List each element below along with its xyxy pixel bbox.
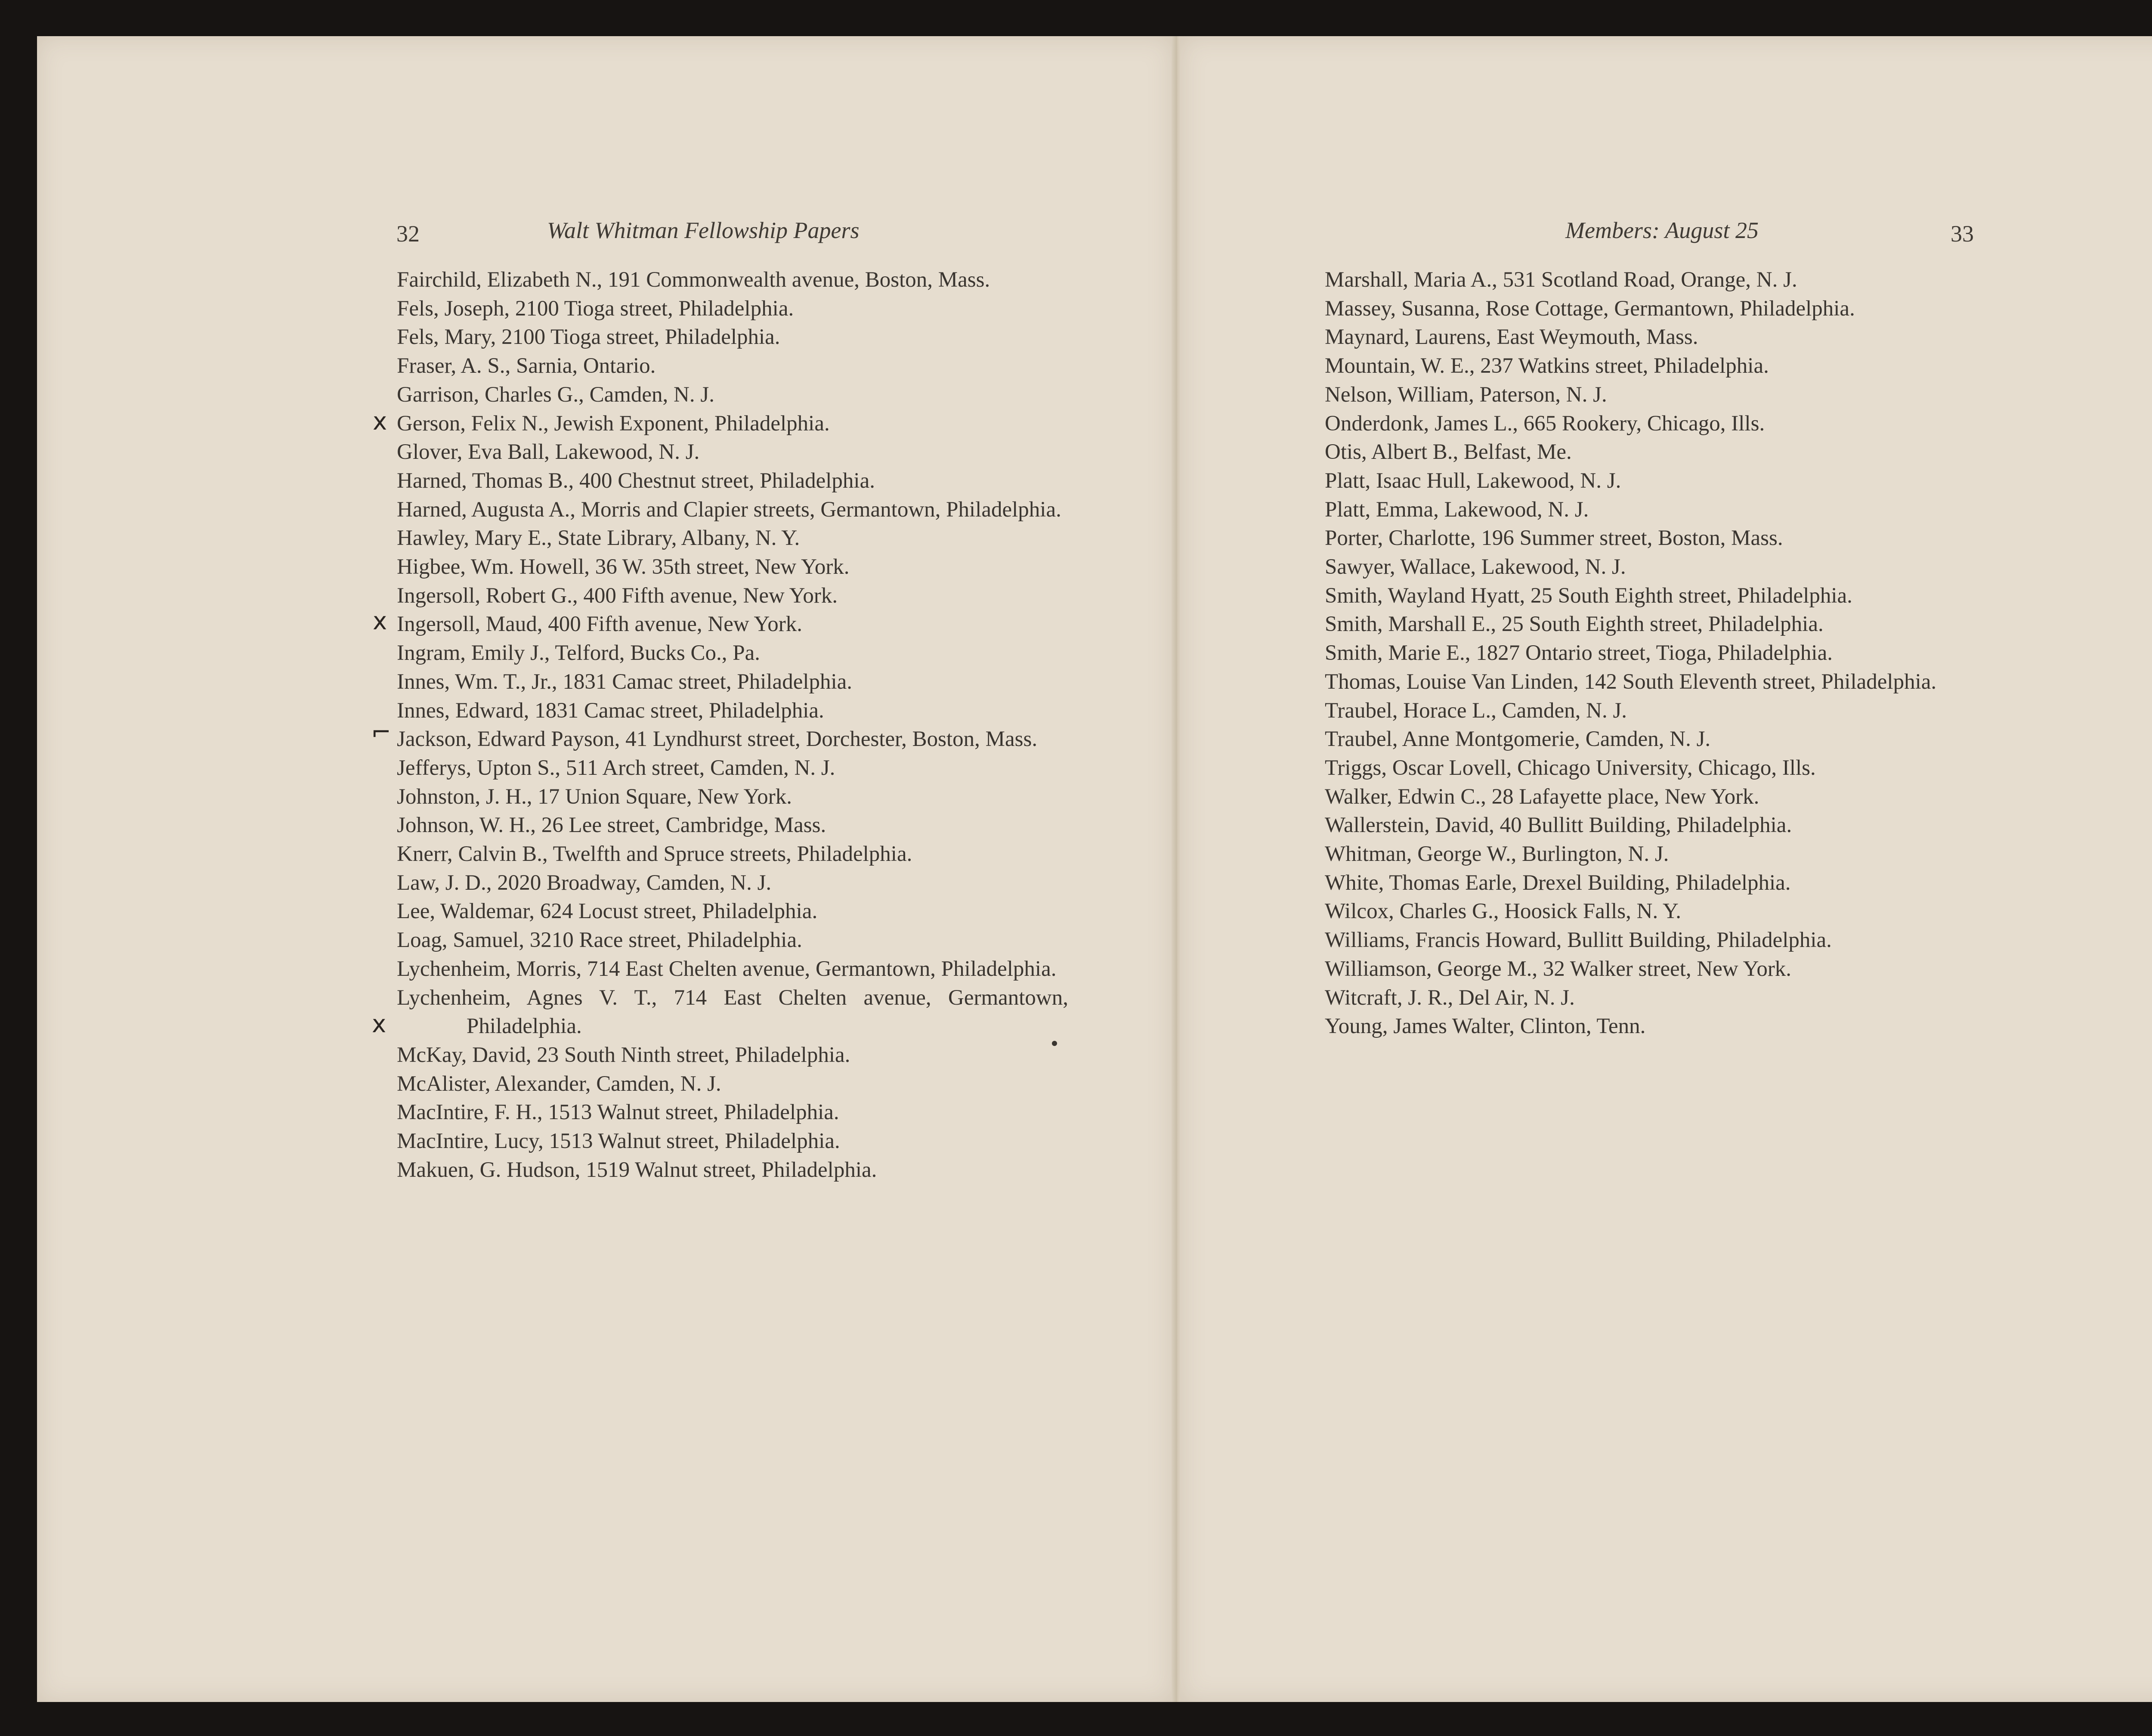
member-entry: Jackson, Edward Payson, 41 Lyndhurst street, Dorchester, Boston, Mass. xyxy=(397,727,1038,752)
member-entry: Thomas, Louise Van Linden, 142 South Eleventh street, Philadelphia. xyxy=(1325,669,1937,694)
member-entry: Whitman, George W., Burlington, N. J. xyxy=(1325,842,1669,866)
member-entry: Wallerstein, David, 40 Bullitt Building, Philadelphia. xyxy=(1325,813,1792,838)
member-entry: Smith, Wayland Hyatt, 25 South Eighth street, Philadelphia. xyxy=(1325,583,1852,608)
member-entry: Triggs, Oscar Lovell, Chicago University, Chicago, Ills. xyxy=(1325,755,1816,780)
member-entry: Makuen, G. Hudson, 1519 Walnut street, Philadelphia. xyxy=(397,1157,877,1182)
left-member-list xyxy=(397,266,1068,1185)
member-entry: Nelson, William, Paterson, N. J. xyxy=(1325,382,1607,407)
member-entry: White, Thomas Earle, Drexel Building, Philadelphia. xyxy=(1325,870,1791,895)
member-entry: Smith, Marie E., 1827 Ontario street, Tioga, Philadelphia. xyxy=(1325,641,1833,665)
member-entry: Glover, Eva Ball, Lakewood, N. J. xyxy=(397,440,700,464)
member-entry: Innes, Wm. T., Jr., 1831 Camac street, Philadelphia. xyxy=(397,669,853,694)
right-member-list xyxy=(1325,266,1996,1041)
pencil-check-mark: x xyxy=(373,607,387,635)
member-entry: Harned, Augusta A., Morris and Clapier streets, Germantown, Philadelphia. xyxy=(397,497,1061,522)
member-entry: Ingram, Emily J., Telford, Bucks Co., Pa. xyxy=(397,641,760,665)
member-entry: Otis, Albert B., Belfast, Me. xyxy=(1325,440,1572,464)
member-entry: Witcraft, J. R., Del Air, N. J. xyxy=(1325,985,1575,1010)
member-entry: Fels, Mary, 2100 Tioga street, Philadelphia. xyxy=(397,325,780,350)
member-entry: Innes, Edward, 1831 Camac street, Philadelphia. xyxy=(397,698,824,723)
left-page xyxy=(37,36,1173,1702)
member-entry: Walker, Edwin C., 28 Lafayette place, New York. xyxy=(1325,784,1759,809)
member-entry: Williams, Francis Howard, Bullitt Building, Philadelphia. xyxy=(1325,928,1832,953)
member-entry: Lee, Waldemar, 624 Locust street, Philadelphia. xyxy=(397,899,818,924)
member-entry: Law, J. D., 2020 Broadway, Camden, N. J. xyxy=(397,870,772,895)
member-entry: Lychenheim, Morris, 714 East Chelten avenue, Germantown, Philadelphia. xyxy=(397,956,1057,981)
member-entry: Traubel, Horace L., Camden, N. J. xyxy=(1325,698,1627,723)
member-entry: Johnson, W. H., 26 Lee street, Cambridge, Mass. xyxy=(397,813,826,838)
member-entry: Ingersoll, Robert G., 400 Fifth avenue, New York. xyxy=(397,583,838,608)
member-entry: Platt, Isaac Hull, Lakewood, N. J. xyxy=(1325,468,1621,493)
member-entry: MacIntire, Lucy, 1513 Walnut street, Philadelphia. xyxy=(397,1129,840,1154)
member-entry: Ingersoll, Maud, 400 Fifth avenue, New York. xyxy=(397,612,802,637)
member-entry: MacIntire, F. H., 1513 Walnut street, Philadelphia. xyxy=(397,1100,839,1125)
member-entry: Porter, Charlotte, 196 Summer street, Boston, Mass. xyxy=(1325,526,1783,551)
ink-dot xyxy=(1052,1041,1057,1046)
member-entry: Young, James Walter, Clinton, Tenn. xyxy=(1325,1014,1646,1039)
member-entry: Traubel, Anne Montgomerie, Camden, N. J. xyxy=(1325,727,1711,752)
member-entry: Fraser, A. S., Sarnia, Ontario. xyxy=(397,354,656,378)
member-entry: Hawley, Mary E., State Library, Albany, N. Y. xyxy=(397,526,800,551)
member-entry: Platt, Emma, Lakewood, N. J. xyxy=(1325,497,1589,522)
pencil-check-mark: ⌐ xyxy=(371,718,391,746)
member-entry: Massey, Susanna, Rose Cottage, Germantown, Philadelphia. xyxy=(1325,296,1855,321)
pencil-check-mark: x xyxy=(373,408,387,436)
left-page-number: 32 xyxy=(396,221,420,247)
member-entry: Onderdonk, James L., 665 Rookery, Chicago, Ills. xyxy=(1325,411,1765,436)
member-entry: Fairchild, Elizabeth N., 191 Commonwealth avenue, Boston, Mass. xyxy=(397,268,990,292)
member-entry: Jefferys, Upton S., 511 Arch street, Camden, N. J. xyxy=(397,755,835,780)
member-entry: Smith, Marshall E., 25 South Eighth street, Philadelphia. xyxy=(1325,612,1824,637)
member-entry: Gerson, Felix N., Jewish Exponent, Philadelphia. xyxy=(397,411,830,436)
member-entry: Williamson, George M., 32 Walker street, New York. xyxy=(1325,956,1792,981)
member-entry: Wilcox, Charles G., Hoosick Falls, N. Y. xyxy=(1325,899,1682,924)
member-entry: Sawyer, Wallace, Lakewood, N. J. xyxy=(1325,555,1626,579)
member-entry: Mountain, W. E., 237 Watkins street, Philadelphia. xyxy=(1325,354,1769,378)
member-entry: Fels, Joseph, 2100 Tioga street, Philadelphia. xyxy=(397,296,794,321)
right-page xyxy=(1180,36,2152,1702)
member-entry: Johnston, J. H., 17 Union Square, New York. xyxy=(397,784,792,809)
member-entry: Higbee, Wm. Howell, 36 W. 35th street, New York. xyxy=(397,555,850,579)
member-entry: Marshall, Maria A., 531 Scotland Road, Orange, N. J. xyxy=(1325,268,1797,292)
member-entry: McKay, David, 23 South Ninth street, Philadelphia. xyxy=(397,1043,850,1067)
left-page-header xyxy=(396,217,1070,251)
member-entry: Lychenheim, Agnes V. T., 714 East Chelten avenue, Germantown, Philadelphia. xyxy=(397,985,1068,1039)
member-entry: Knerr, Calvin B., Twelfth and Spruce streets, Philadelphia. xyxy=(397,842,912,866)
right-page-number: 33 xyxy=(1951,221,1974,247)
member-entry: Harned, Thomas B., 400 Chestnut street, Philadelphia. xyxy=(397,468,875,493)
member-entry: Maynard, Laurens, East Weymouth, Mass. xyxy=(1325,325,1698,350)
member-entry: Garrison, Charles G., Camden, N. J. xyxy=(397,382,714,407)
right-running-title: Members: August 25 xyxy=(1565,217,1759,243)
pencil-check-mark: x xyxy=(372,1010,386,1038)
member-entry: McAlister, Alexander, Camden, N. J. xyxy=(397,1071,721,1096)
right-page-header xyxy=(1324,217,1996,251)
left-running-title: Walt Whitman Fellowship Papers xyxy=(547,217,860,243)
member-entry: Loag, Samuel, 3210 Race street, Philadelphia. xyxy=(397,928,802,953)
